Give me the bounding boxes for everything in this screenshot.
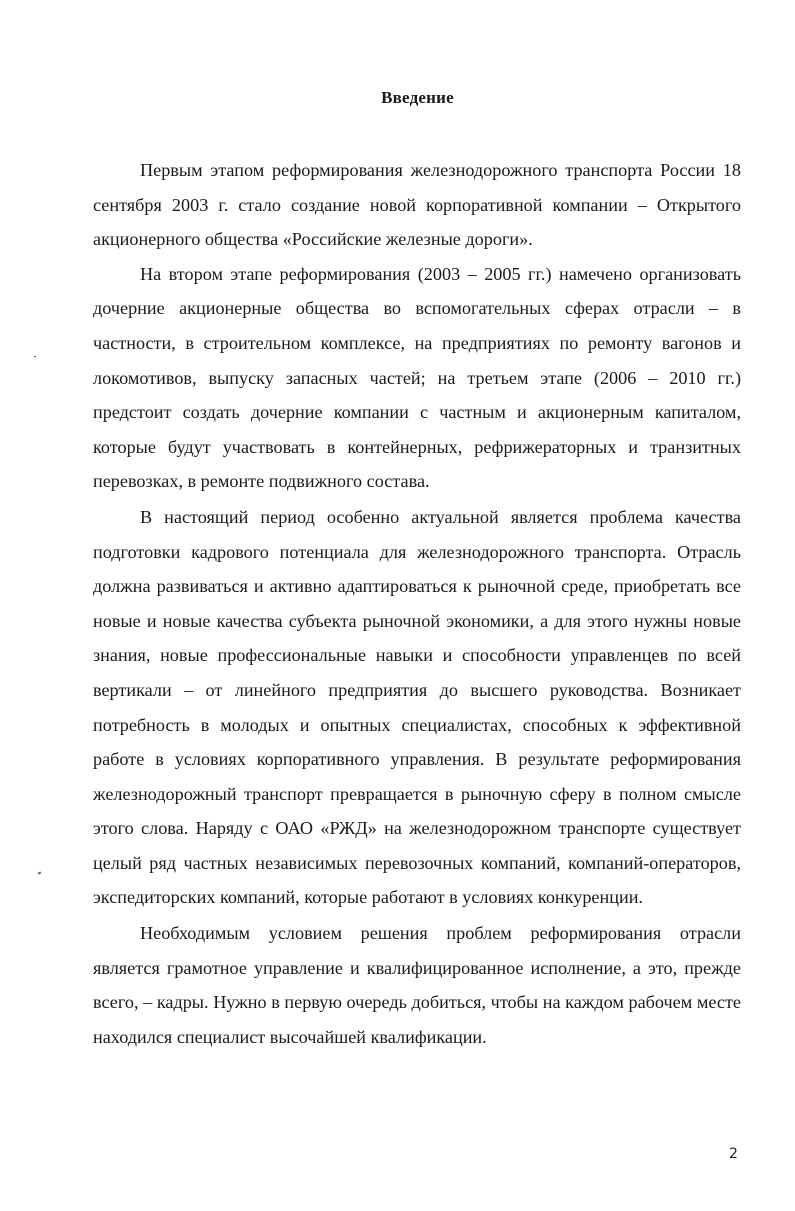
paragraph-3: В настоящий период особенно актуальной является проблема качества подготовки кадрового потенциала для железнодорожного транспорта. Отрасль должна развиваться и активно адаптироваться к рыночной среде, приобретать все новые и новые качества субъекта рыночной экономики, а для этого нужны новые знания, новые профессиональные навыки и способности управленцев по всей вертикали – от линейного предприятия до высшего руководства. Возникает потребность в молодых и опытных специалистах, способных к эффективной работе в условиях корпоративного управления. В результате реформирования железнодорожный транспорт превращается в рыночную сферу в полном смысле этого слова. Наряду с ОАО «РЖД» на железнодорожном транспорте существует целый ряд частных независимых перевозочных компаний, компаний-операторов, экспедиторских компаний, которые работают в условиях конкуренции. [93,506,741,908]
paragraph-2: На втором этапе реформирования (2003 – 2005 гг.) намечено организовать дочерние акционерные общества во вспомогательных сферах отрасли – в частности, в строительном комплексе, на предприятиях по ремонту вагонов и локомотивов, выпуску запасных частей; на третьем этапе (2006 – 2010 гг.) предстоит создать дочерние компании с частным и акционерным капиталом, которые будут участвовать в контейнерных, рефрижераторных и транзитных перевозках, в ремонте подвижного состава. [93,263,741,492]
scan-speck [38,871,42,874]
scan-speck [34,356,36,357]
page-title: Введение [381,88,454,107]
paragraph-4: Необходимым условием решения проблем реформирования отрасли является грамотное управление и квалифицированное исполнение, а это, прежде всего, – кадры. Нужно в первую очередь добиться, чтобы на каждом рабочем месте находился специалист высочайшей квалификации. [93,923,741,1047]
document-body [93,153,741,1054]
page-number: 2 [729,1146,738,1162]
paragraph-1: Первым этапом реформирования железнодорожного транспорта России 18 сентября 2003 г. стало создание новой корпоративной компании – Открытого акционерного общества «Российские железные дороги». [93,160,741,250]
